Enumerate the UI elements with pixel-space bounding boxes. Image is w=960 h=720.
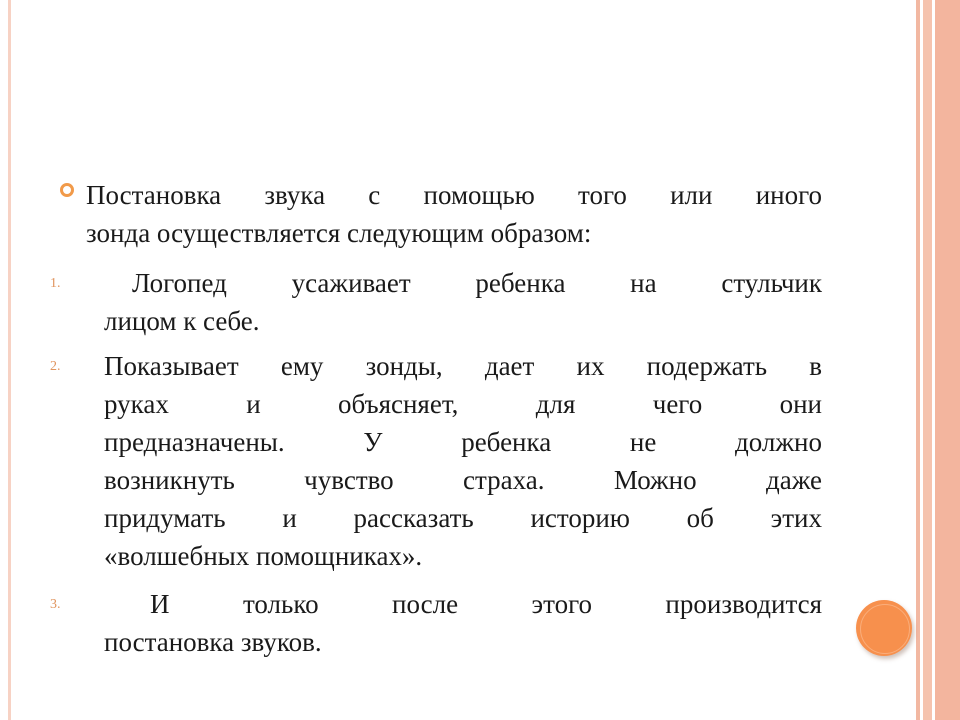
item-3-line-1: И только после этого производится (150, 589, 822, 619)
list-number-1: 1. (50, 276, 61, 291)
item-2-line-4: возникнуть чувство страха. Можно даже (104, 465, 822, 495)
list-number-2: 2. (50, 359, 61, 374)
item-2-line-1: Показывает ему зонды, дает их подержать в (104, 351, 822, 381)
item-3-line-2: постановка звуков. (104, 627, 322, 657)
item-2-line-2: руках и объясняет, для чего они (104, 389, 822, 419)
orange-circle-decoration (856, 600, 912, 656)
item-1-line-2: лицом к себе. (104, 306, 260, 336)
item-1-line-1: Логопед усаживает ребенка на стульчик (132, 268, 822, 298)
item-2-line-6: «волшебных помощниках». (104, 541, 423, 571)
item-2-line-5: придумать и рассказать историю об этих (104, 503, 822, 533)
intro-line-1: Постановка звука с помощью того или иного (86, 180, 822, 210)
item-2-line-3: предназначены. У ребенка не должно (104, 427, 822, 457)
circle-bullet-icon (60, 183, 74, 197)
list-number-3: 3. (50, 597, 61, 612)
intro-line-2: зонда осуществляется следующим образом: (86, 218, 592, 248)
